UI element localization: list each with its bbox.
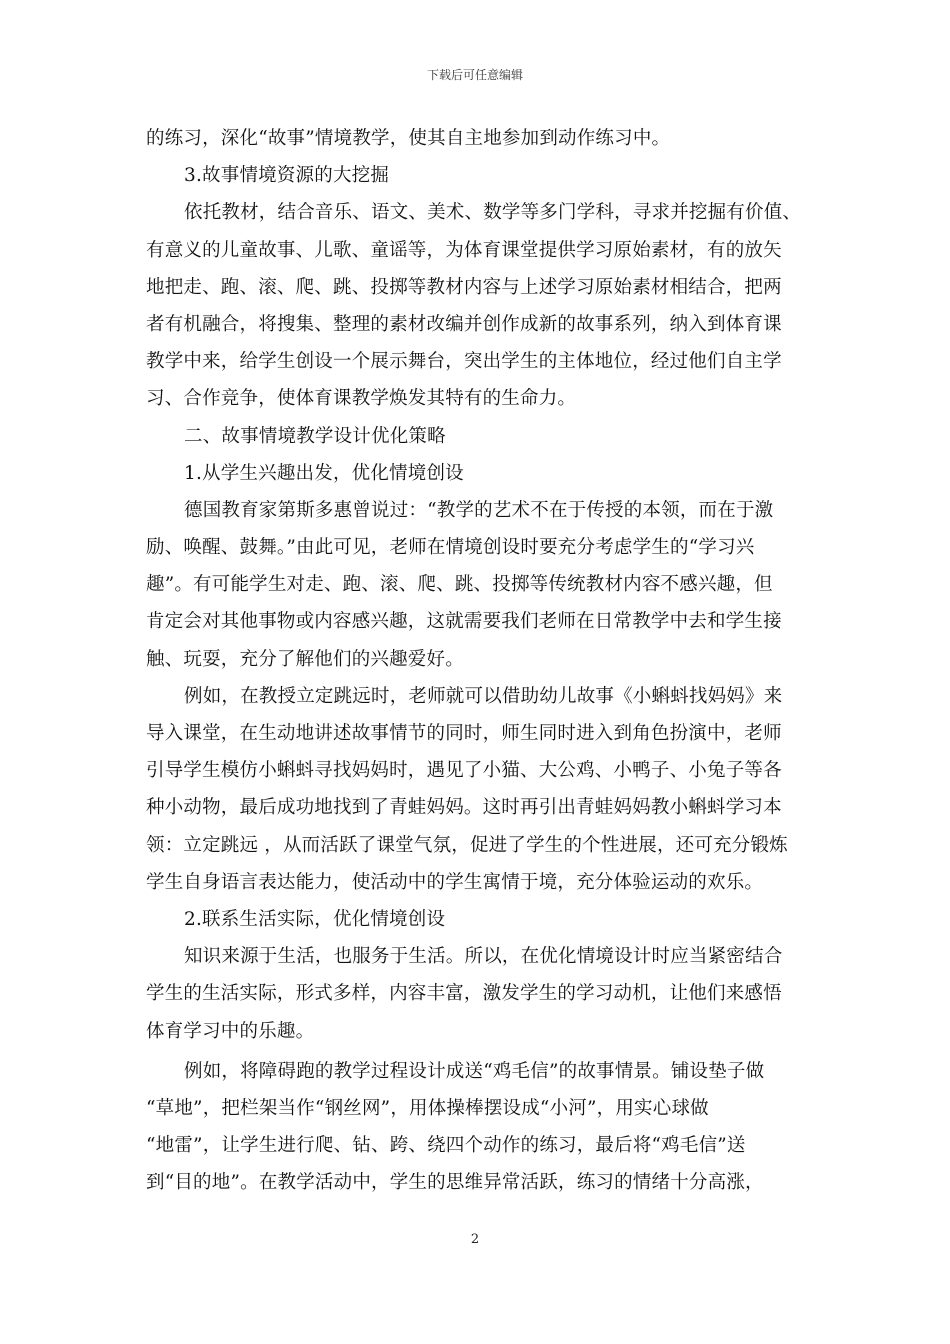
text-line: 触、玩耍，充分了解他们的兴趣爱好。 — [146, 648, 464, 670]
text-line: 依托教材，结合音乐、语文、美术、数学等多门学科，寻求并挖掘有价值、 — [184, 202, 802, 224]
text-line: 地把走、跑、滚、爬、跳、投掷等教材内容与上述学习原始素材相结合，把两 — [146, 276, 782, 298]
text-line: 习、合作竞争，使体育课教学焕发其特有的生命力。 — [146, 388, 577, 410]
text-line: 肯定会对其他事物或内容感兴趣，这就需要我们老师在日常教学中去和学生接 — [146, 611, 782, 633]
document-body — [146, 120, 810, 1201]
text-line: 领：立定跳远 ，从而活跃了课堂气氛，促进了学生的个性进展，还可充分锻炼 — [146, 834, 788, 856]
page-header: 下载后可任意编辑 — [426, 68, 523, 82]
text-line: 教学中来，给学生创设一个展示舞台，突出学生的主体地位，经过他们自主学 — [146, 351, 782, 373]
text-line: 例如，在教授立定跳远时，老师就可以借助幼儿故事《小蝌蚪找妈妈》来 — [184, 685, 783, 707]
text-line: “地雷”，让学生进行爬、钻、跨、绕四个动作的练习，最后将“鸡毛信”送 — [146, 1135, 746, 1157]
text-line: 励、唤醒、鼓舞。”由此可见，老师在情境创设时要充分考虑学生的“学习兴 — [146, 537, 755, 559]
text-line: 1.从学生兴趣出发，优化情境创设 — [184, 462, 464, 484]
text-line: 的练习，深化“故事”情境教学，使其自主地参加到动作练习中。 — [146, 128, 671, 149]
text-line: 学生自身语言表达能力，使活动中的学生寓情于境，充分体验运动的欢乐。 — [146, 871, 764, 893]
text-line: 体育学习中的乐趣。 — [146, 1020, 315, 1042]
text-line: 例如，将障碍跑的教学过程设计成送“鸡毛信”的故事情景。铺设垫子做 — [184, 1060, 765, 1082]
text-line: 引导学生模仿小蝌蚪寻找妈妈时，遇见了小猫、大公鸡、小鸭子、小兔子等各 — [146, 760, 782, 782]
text-line: 导入课堂，在生动地讲述故事情节的同时，师生同时进入到角色扮演中，老师 — [146, 723, 782, 744]
text-line: 德国教育家第斯多惠曾说过：“教学的艺术不在于传授的本领，而在于激 — [184, 499, 774, 521]
text-line: 学生的生活实际，形式多样，内容丰富，激发学生的学习动机，让他们来感悟 — [146, 983, 782, 1005]
text-line: 到“目的地”。在教学活动中，学生的思维异常活跃，练习的情绪十分高涨， — [146, 1172, 764, 1194]
text-line: 种小动物，最后成功地找到了青蛙妈妈。这时再引出青蛙妈妈教小蝌蚪学习本 — [146, 797, 782, 819]
text-line: 趣”。有可能学生对走、跑、滚、爬、跳、投掷等传统教材内容不感兴趣，但 — [146, 574, 773, 596]
text-line: 2.联系生活实际，优化情境创设 — [184, 908, 446, 930]
text-line: 者有机融合，将搜集、整理的素材改编并创作成新的故事系列，纳入到体育课 — [146, 313, 782, 335]
text-line: 3.故事情境资源的大挖掘 — [184, 165, 390, 187]
text-line: 二、故事情境教学设计优化策略 — [184, 425, 446, 447]
text-line: 知识来源于生活，也服务于生活。所以，在优化情境设计时应当紧密结合 — [184, 946, 783, 968]
text-line: “草地”，把栏架当作“钢丝网”，用体操棒摆设成“小河”，用实心球做 — [146, 1097, 709, 1119]
page-number: 2 — [470, 1232, 480, 1247]
text-line: 有意义的儿童故事、儿歌、童谣等，为体育课堂提供学习原始素材，有的放矢 — [146, 239, 782, 261]
